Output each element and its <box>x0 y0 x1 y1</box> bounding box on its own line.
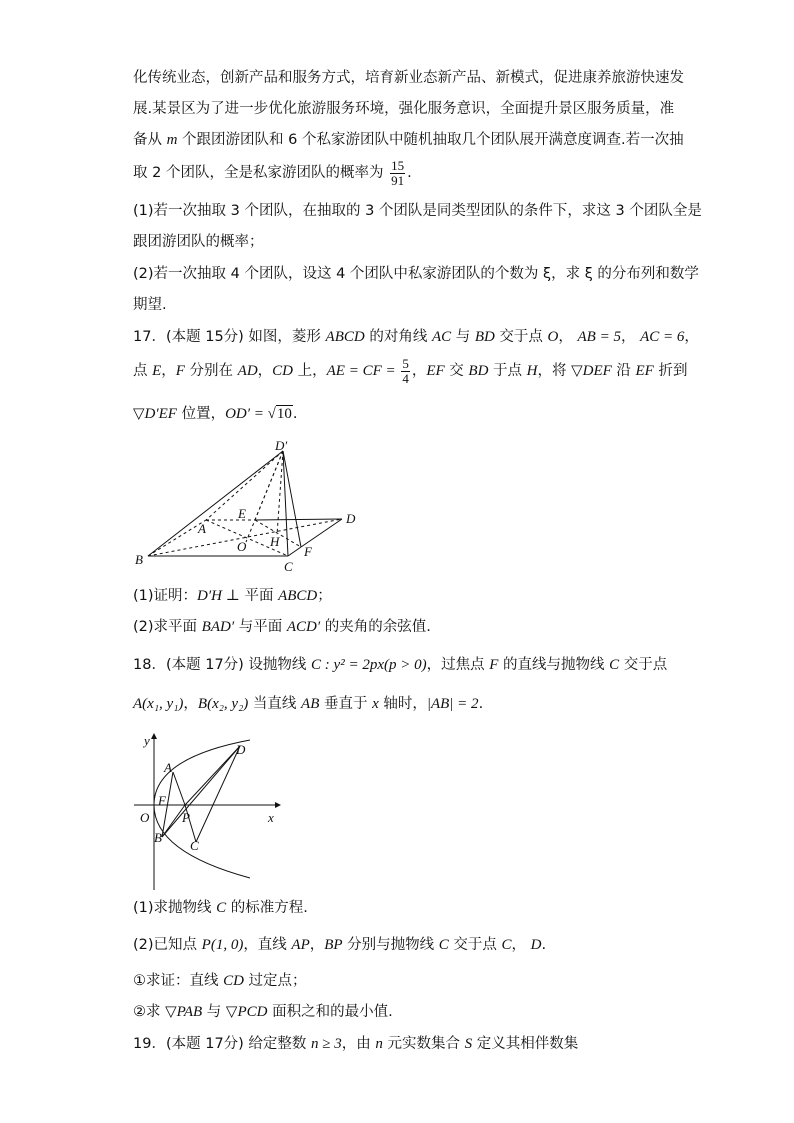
p18-line-1: 18．(本题 17分) 设抛物线 C : y² = 2px(p > 0)，过焦点 F 的直线与抛物线 C 交于点 <box>133 657 668 673</box>
p18-q1: (1)求抛物线 C 的标准方程. <box>133 900 308 916</box>
p18-figure <box>128 730 288 895</box>
label-B: B <box>135 552 143 567</box>
p18-s2: ②求 ▽PAB 与 ▽PCD 面积之和的最小值. <box>133 1004 393 1020</box>
p18-line-2: A(x₁, y₁)，B(x₂, y₂) 当直线 AB 垂直于 x 轴时，|AB| = 2. <box>133 696 484 712</box>
fraction-15-91: $\frac{15}{91}$ <box>391 157 405 188</box>
p18-q2: (2)已知点 P(1, 0)，直线 AP，BP 分别与抛物线 C 交于点 C， D. <box>133 937 547 953</box>
p18-s1: ①求证：直线 CD 过定点； <box>133 973 307 989</box>
p16-q1-line-2: 跟团游团队的概率； <box>133 234 264 250</box>
p17-q2: (2)求平面 BAD′ 与平面 ACD′ 的夹角的余弦值. <box>133 619 431 635</box>
label-C: C <box>284 559 293 574</box>
label-A: A <box>198 521 206 536</box>
label-E: E <box>238 506 246 521</box>
p17-line-2: 点 E，F 分别在 AD，CD 上，AE = CF = $\frac{5}{4}$ ，EF 交 BD 于点 H，将 ▽DEF 沿 EF 折到 <box>133 355 688 386</box>
label-y: y <box>144 733 150 748</box>
p16-line-4: 取 2 个团队，全是私家游团队的概率为 $\frac{15}{91}$ . <box>133 157 412 188</box>
label-D: D <box>346 511 356 526</box>
label-C: C <box>190 838 199 853</box>
p16-q2-line-2: 期望. <box>133 297 167 313</box>
var-m: m <box>166 132 178 148</box>
p16-line-1: 化传统业态，创新产品和服务方式，培育新业态新产品、新模式，促进康养旅游快速发 <box>133 70 684 86</box>
sqrt-10: √10 <box>267 406 292 422</box>
label-D-prime: D′ <box>275 438 288 453</box>
p19-line-1: 19．(本题 17分) 给定整数 n ≥ 3，由 n 元实数集合 S 定义其相伴数集 <box>133 1036 579 1052</box>
label-P: P <box>182 810 190 825</box>
p16-q1-line-1: (1)若一次抽取 3 个团队，在抽取的 3 个团队是同类型团队的条件下，求这 3 个团队全是 <box>133 203 702 219</box>
label-x: x <box>268 810 274 825</box>
label-D: D <box>236 742 246 757</box>
p16-q2-line-1: (2)若一次抽取 4 个团队，设这 4 个团队中私家游团队的个数为 ξ，求 ξ 的分布列和数学 <box>133 266 699 282</box>
fraction-5-4: $\frac{5}{4}$ <box>402 355 409 386</box>
p16-line-2: 展.某景区为了进一步优化旅游服务环境，强化服务意识，全面提升景区服务质量，准 <box>133 101 675 117</box>
label-O: O <box>237 539 247 554</box>
p17-q1: (1)证明：D′H ⊥ 平面 ABCD； <box>133 588 332 604</box>
label-F: F <box>304 544 312 559</box>
p17-figure <box>128 438 368 578</box>
label-B: B <box>154 830 162 845</box>
label-F: F <box>158 793 166 808</box>
label-O: O <box>140 810 150 825</box>
label-H: H <box>270 534 280 549</box>
p16-line-3: 备从 m 个跟团游团队和 6 个私家游团队中随机抽取几个团队展开满意度调查.若一次抽 <box>133 132 684 148</box>
label-A: A <box>164 760 172 775</box>
p17-line-1: 17．(本题 15分) 如图，菱形 ABCD 的对角线 AC 与 BD 交于点 O， AB = 5， AC = 6， <box>133 329 699 345</box>
p17-line-3: ▽D′EF 位置，OD′ = √10. <box>133 406 298 422</box>
